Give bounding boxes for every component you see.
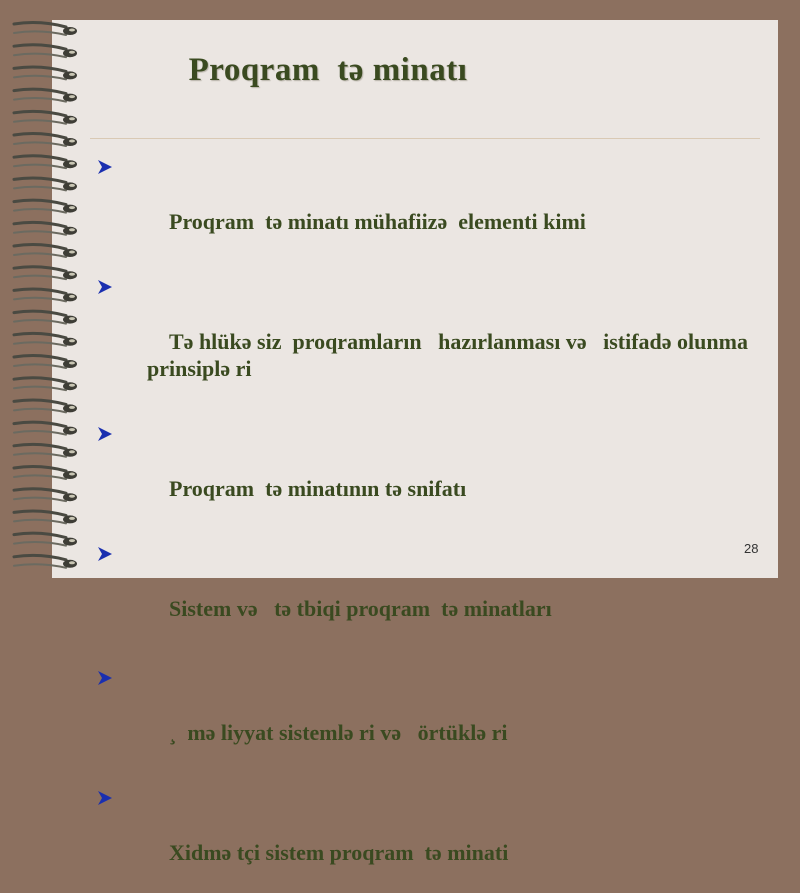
bullet-item bbox=[95, 785, 765, 893]
bullet-text: Sistem və tə tbiqi proqram tə minatları bbox=[169, 596, 552, 621]
bullet-text: Xidmə tçi sistem proqram tə minati bbox=[169, 840, 509, 865]
bullet-item bbox=[95, 421, 765, 529]
bullet-item bbox=[95, 665, 765, 773]
spiral-ring-icon bbox=[14, 422, 77, 434]
bullet-list bbox=[95, 154, 765, 893]
spiral-ring-icon bbox=[14, 444, 77, 456]
spiral-ring-icon bbox=[14, 222, 77, 234]
spiral-binding bbox=[0, 0, 90, 600]
arrowhead-bullet-icon bbox=[97, 670, 113, 686]
spiral-ring-icon bbox=[14, 89, 77, 101]
spiral-ring-icon bbox=[14, 267, 77, 279]
spiral-ring-icon bbox=[14, 555, 77, 567]
spiral-ring-icon bbox=[14, 511, 77, 523]
spiral-ring-icon bbox=[14, 200, 77, 212]
spiral-ring-icon bbox=[14, 111, 77, 123]
bullet-text: Tə hlükə siz proqramların hazırlanması və istifadə olunma prinsiplə ri bbox=[147, 329, 754, 381]
arrowhead-bullet-icon bbox=[97, 426, 113, 442]
title-divider bbox=[90, 138, 760, 139]
spiral-ring-icon bbox=[14, 489, 77, 501]
arrowhead-bullet-icon bbox=[97, 790, 113, 806]
page-number: 28 bbox=[744, 541, 759, 556]
spiral-ring-icon bbox=[14, 245, 77, 257]
spiral-ring-icon bbox=[14, 356, 77, 368]
bullet-item bbox=[95, 541, 765, 649]
spiral-ring-icon bbox=[14, 134, 77, 146]
spiral-ring-icon bbox=[14, 378, 77, 390]
spiral-ring-icon bbox=[14, 156, 77, 168]
spiral-ring-icon bbox=[14, 400, 77, 412]
arrowhead-bullet-icon bbox=[97, 159, 113, 175]
arrowhead-bullet-icon bbox=[97, 546, 113, 562]
bullet-item bbox=[95, 154, 765, 262]
slide-title: Proqram tə minatı bbox=[188, 52, 468, 88]
spiral-ring-icon bbox=[14, 178, 77, 190]
spiral-ring-icon bbox=[14, 333, 77, 345]
bullet-item bbox=[95, 274, 765, 409]
spiral-ring-icon bbox=[14, 311, 77, 323]
spiral-ring-icon bbox=[14, 467, 77, 479]
spiral-ring-icon bbox=[14, 23, 77, 35]
bullet-text: Proqram tə minatı mühafiizə elementi kimi bbox=[169, 209, 586, 234]
spiral-ring-icon bbox=[14, 533, 77, 545]
arrowhead-bullet-icon bbox=[97, 279, 113, 295]
bullet-text: ¸ mə liyyat sistemlə ri və örtüklə ri bbox=[169, 720, 508, 745]
bullet-text: Proqram tə minatının tə snifatı bbox=[169, 476, 467, 501]
spiral-ring-icon bbox=[14, 289, 77, 301]
